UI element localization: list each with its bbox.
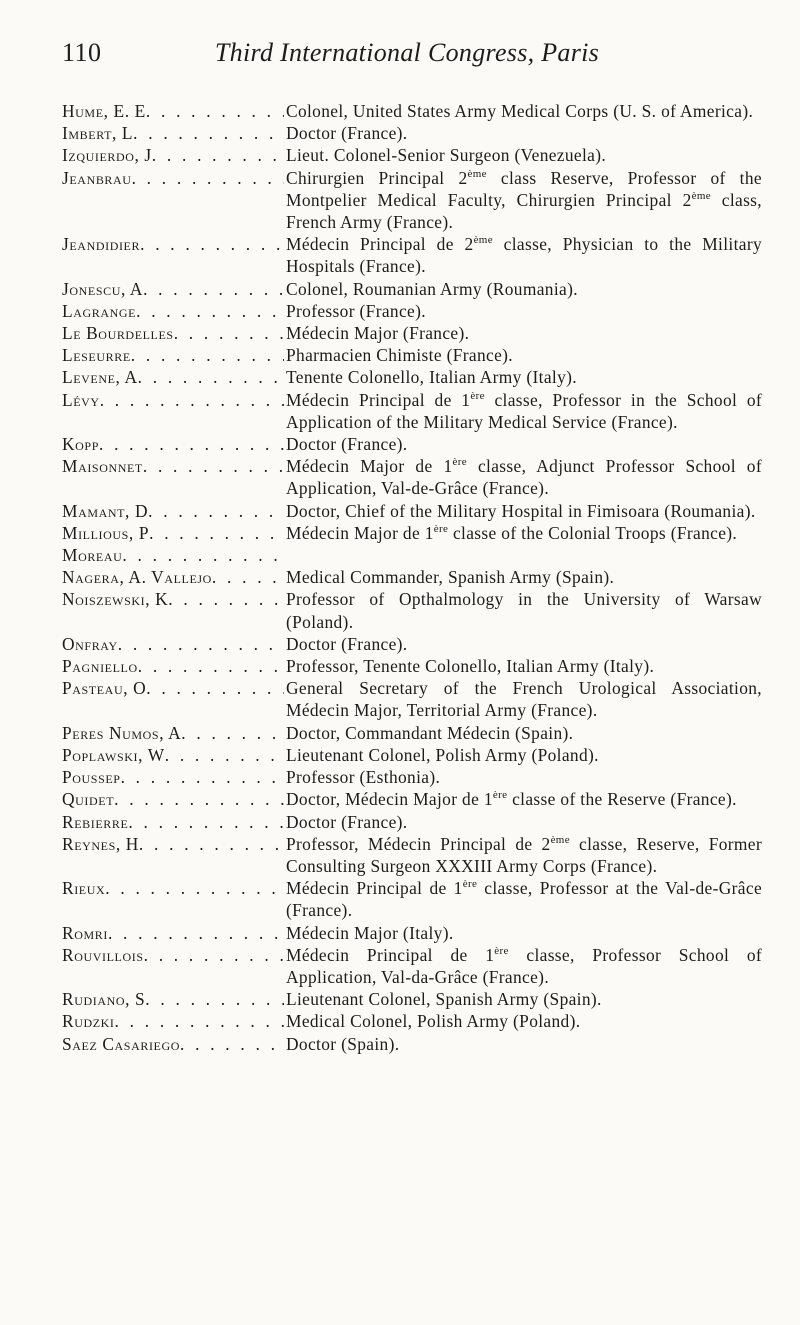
- member-name: Jonescu, A: [62, 278, 144, 299]
- member-name: Rieux: [62, 878, 106, 899]
- member-entry: [62, 877, 762, 921]
- member-entry: [62, 100, 762, 122]
- member-description: Médecin Principal de 1ère classe, Professor School of Application, Val-da-Grâce (France).: [286, 944, 763, 987]
- member-description: Lieutenant Colonel, Polish Army (Poland).: [286, 744, 599, 765]
- member-name: Kopp: [62, 434, 99, 455]
- member-name-column: [62, 744, 284, 766]
- member-name: Rudiano, S: [62, 989, 146, 1010]
- dot-leader: [108, 922, 284, 944]
- member-description: Médecin Principal de 2ème classe, Physician to the Military Hospitals (France).: [286, 234, 763, 277]
- member-entry: [62, 278, 762, 300]
- member-name: Levene, A: [62, 367, 138, 388]
- member-name-column: [62, 300, 284, 322]
- member-name: Rouvillois: [62, 944, 144, 965]
- member-name-column: [62, 433, 284, 455]
- member-name: Romri: [62, 922, 108, 943]
- dot-leader: [105, 877, 284, 921]
- member-entry: [62, 766, 762, 788]
- member-name: Onfray: [62, 633, 118, 654]
- member-entry: [62, 722, 762, 744]
- member-name-column: [62, 500, 284, 522]
- member-name-column: [62, 1033, 284, 1055]
- member-name-column: [62, 766, 284, 788]
- member-name-column: [62, 677, 284, 721]
- member-entry: [62, 366, 762, 388]
- member-name-column: [62, 988, 284, 1010]
- member-name: Rebierre: [62, 811, 129, 832]
- dot-leader: [174, 322, 284, 344]
- member-description: Doctor (France).: [286, 434, 408, 455]
- member-entry: [62, 122, 762, 144]
- member-name-column: [62, 722, 284, 744]
- member-entry: [62, 744, 762, 766]
- member-name-column: [62, 811, 284, 833]
- dot-leader: [139, 833, 284, 877]
- dot-leader: [100, 389, 284, 433]
- dot-leader: [168, 588, 284, 632]
- member-entry: [62, 833, 762, 877]
- member-name-column: [62, 655, 284, 677]
- member-description: Médecin Principal de 1ère classe, Professor in the School of Application of the Military Medical Service (France).: [286, 389, 763, 432]
- member-name: Pasteau, O: [62, 678, 147, 699]
- dot-leader: [138, 366, 284, 388]
- member-description: Medical Colonel, Polish Army (Poland).: [286, 1011, 581, 1032]
- member-name: Leseurre: [62, 345, 131, 366]
- member-description: Colonel, United States Army Medical Corps (U. S. of America).: [286, 101, 754, 121]
- dot-leader: [122, 544, 284, 566]
- member-entry: [62, 633, 762, 655]
- dot-leader: [212, 566, 284, 588]
- member-entry: [62, 655, 762, 677]
- dot-leader: [148, 500, 284, 522]
- member-description: Chirurgien Principal 2ème class Reserve, Professor of the Montpelier Medical Faculty, Chirurgien Principal 2ème class, French Army (France).: [286, 167, 762, 233]
- member-name-column: [62, 522, 284, 544]
- member-entry: [62, 522, 762, 544]
- member-description: [284, 544, 762, 566]
- member-entry: [62, 389, 762, 433]
- dot-leader: [152, 144, 284, 166]
- member-description: Medical Commander, Spanish Army (Spain).: [286, 567, 615, 588]
- member-entry: [62, 566, 762, 588]
- member-list: [62, 100, 762, 1055]
- member-entry: [62, 500, 762, 522]
- member-name-column: [62, 944, 284, 988]
- member-description: Médecin Principal de 1ère classe, Professor at the Val-de-Grâce (France).: [286, 878, 763, 921]
- member-entry: [62, 922, 762, 944]
- member-name: Jeanbrau: [62, 167, 132, 188]
- dot-leader: [146, 100, 284, 122]
- member-name: Millious, P: [62, 522, 150, 543]
- dot-leader: [114, 788, 284, 810]
- member-description: Doctor (France).: [286, 633, 408, 654]
- member-name-column: [62, 167, 284, 234]
- member-description: Lieutenant Colonel, Spanish Army (Spain).: [286, 989, 602, 1010]
- dot-leader: [143, 278, 284, 300]
- member-name: Quidet: [62, 789, 115, 810]
- member-description: Professor (Esthonia).: [286, 767, 441, 788]
- member-description: Doctor (Spain).: [286, 1033, 400, 1054]
- member-name: Lévy: [62, 389, 100, 410]
- member-name-column: [62, 100, 284, 122]
- member-entry: [62, 455, 762, 499]
- member-name: Imbert, L: [62, 123, 134, 144]
- member-name-column: [62, 455, 284, 499]
- member-name: Poussep: [62, 767, 121, 788]
- member-entry: [62, 233, 762, 277]
- dot-leader: [180, 1033, 284, 1055]
- dot-leader: [144, 944, 284, 988]
- dot-leader: [121, 766, 284, 788]
- member-name-column: [62, 922, 284, 944]
- member-description: General Secretary of the French Urological Association, Médecin Major, Territorial Army (France).: [286, 678, 762, 721]
- member-entry: [62, 811, 762, 833]
- member-name-column: [62, 278, 284, 300]
- member-description: Doctor (France).: [286, 123, 408, 144]
- member-name: Hume, E. E: [62, 101, 146, 121]
- member-description: Professor of Opthalmology in the University of Warsaw (Poland).: [286, 589, 762, 632]
- member-description: Professor, Médecin Principal de 2ème classe, Reserve, Former Consulting Surgeon XXXIII Army Corps (France).: [286, 833, 762, 876]
- dot-leader: [181, 722, 284, 744]
- member-name: Reynes, H: [62, 833, 139, 854]
- member-description: Médecin Major de 1ère classe, Adjunct Professor School of Application, Val-de-Grâce (France).: [286, 456, 762, 499]
- member-description: Doctor (France).: [286, 811, 408, 832]
- page-header: [62, 38, 752, 78]
- member-entry: [62, 300, 762, 322]
- dot-leader: [115, 1010, 284, 1032]
- member-name: Izquierdo, J: [62, 145, 152, 166]
- dot-leader: [136, 300, 284, 322]
- member-entry: [62, 1033, 762, 1055]
- dot-leader: [118, 633, 284, 655]
- member-name: Saez Casariego: [62, 1033, 181, 1054]
- member-name-column: [62, 344, 284, 366]
- member-name-column: [62, 1010, 284, 1032]
- member-entry: [62, 788, 762, 810]
- member-name: Nagera, A. Vallejo: [62, 567, 212, 588]
- member-name-column: [62, 833, 284, 877]
- dot-leader: [132, 167, 284, 234]
- member-name-column: [62, 877, 284, 921]
- member-entry: [62, 988, 762, 1010]
- member-name-column: [62, 633, 284, 655]
- running-title: Third International Congress, Paris: [214, 38, 600, 67]
- member-name: Noiszewski, K: [62, 589, 169, 610]
- member-entry: [62, 344, 762, 366]
- member-name-column: [62, 389, 284, 433]
- member-name: Le Bourdelles: [62, 323, 174, 344]
- member-description: Professor, Tenente Colonello, Italian Army (Italy).: [286, 656, 655, 677]
- page-number: 110: [62, 38, 102, 67]
- member-name: Lagrange: [62, 300, 137, 321]
- member-name-column: [62, 322, 284, 344]
- member-name-column: [62, 366, 284, 388]
- member-description: Doctor, Médecin Major de 1ère classe of the Reserve (France).: [286, 789, 737, 810]
- member-name: Moreau: [62, 545, 123, 566]
- member-name: Jeandidier: [62, 234, 141, 255]
- member-entry: [62, 544, 762, 566]
- dot-leader: [140, 233, 284, 277]
- member-name: Peres Numos, A: [62, 722, 182, 743]
- member-name-column: [62, 788, 284, 810]
- member-name-column: [62, 566, 284, 588]
- member-description: Doctor, Chief of the Military Hospital in Fimisoara (Roumania).: [286, 500, 756, 521]
- member-description: Professor (France).: [286, 300, 426, 321]
- member-name: Pagniello: [62, 656, 138, 677]
- member-description: Médecin Major (Italy).: [286, 922, 454, 943]
- dot-leader: [165, 744, 284, 766]
- member-description: Médecin Major de 1ère classe of the Colonial Troops (France).: [286, 522, 738, 543]
- dot-leader: [131, 344, 284, 366]
- member-description: Lieut. Colonel-Senior Surgeon (Venezuela).: [286, 145, 607, 166]
- member-name-column: [62, 233, 284, 277]
- dot-leader: [145, 988, 284, 1010]
- member-name: Poplawski, W: [62, 744, 165, 765]
- member-entry: [62, 144, 762, 166]
- member-entry: [62, 588, 762, 632]
- member-name: Maisonnet: [62, 456, 143, 477]
- member-description: Colonel, Roumanian Army (Roumania).: [286, 278, 578, 299]
- dot-leader: [99, 433, 284, 455]
- dot-leader: [133, 122, 284, 144]
- member-entry: [62, 677, 762, 721]
- dot-leader: [149, 522, 284, 544]
- member-entry: [62, 944, 762, 988]
- member-name: Mamant, D: [62, 500, 149, 521]
- member-description: Pharmacien Chimiste (France).: [286, 345, 513, 366]
- member-description: Médecin Major (France).: [286, 323, 470, 344]
- member-entry: [62, 322, 762, 344]
- member-name-column: [62, 122, 284, 144]
- dot-leader: [146, 677, 284, 721]
- member-entry: [62, 1010, 762, 1032]
- member-description: Doctor, Commandant Médecin (Spain).: [286, 722, 574, 743]
- member-description: Tenente Colonello, Italian Army (Italy).: [286, 367, 577, 388]
- member-name-column: [62, 588, 284, 632]
- dot-leader: [128, 811, 284, 833]
- dot-leader: [138, 655, 284, 677]
- member-entry: [62, 167, 762, 234]
- member-entry: [62, 433, 762, 455]
- member-name: Rudzki: [62, 1011, 115, 1032]
- dot-leader: [143, 455, 284, 499]
- member-name-column: [62, 144, 284, 166]
- member-name-column: [62, 544, 284, 566]
